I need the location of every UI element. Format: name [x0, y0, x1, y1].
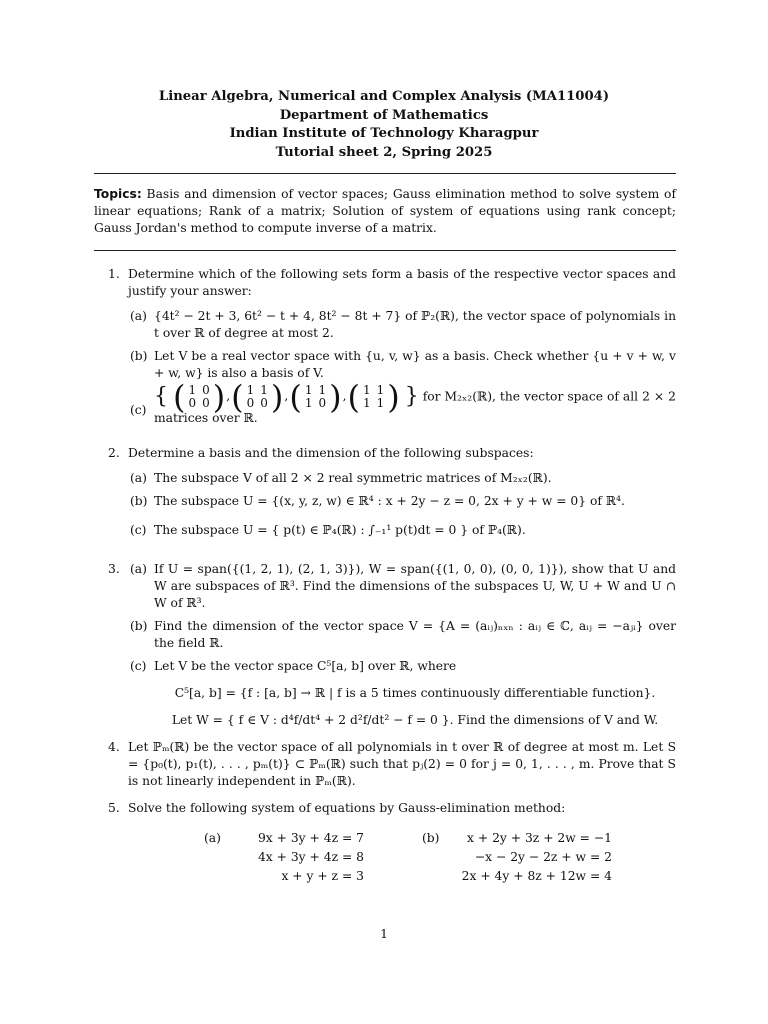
- display-equation: C⁵[a, b] = {f : [a, b] → ℝ | f is a 5 times continuously differentiable function}.: [174, 685, 656, 700]
- part-tail: for M₂ₓ₂(ℝ), the vector space of all 2 × 2 matrices over ℝ.: [154, 389, 676, 425]
- matrix: ( 1 0 0 0 ): [172, 377, 226, 416]
- q2-part-c: [130, 522, 676, 539]
- matrix-entry: 1: [246, 382, 255, 397]
- part-text: If U = span({(1, 2, 1), (2, 1, 3)}), W = span({(1, 0, 0), (0, 0, 1)}), show that U and W are subspaces of ℝ³. Find the dimensions of the subspaces U, W, U + W and U ∩ W of ℝ³.: [154, 562, 676, 610]
- part-label: (a): [130, 562, 147, 576]
- matrix-entry: 0: [246, 395, 255, 410]
- topics-block: [94, 186, 676, 237]
- question-1: [108, 266, 676, 427]
- part-label: (b): [130, 618, 148, 633]
- institute: Indian Institute of Technology Kharagpur: [229, 126, 539, 141]
- page-number: 1: [380, 927, 388, 941]
- q1-part-c: [130, 377, 676, 427]
- matrix-entry: 0: [318, 395, 327, 410]
- matrix-entry: 0: [188, 395, 197, 410]
- matrix-entry: 1: [304, 382, 313, 397]
- part-text: {4t² − 2t + 3, 6t² − t + 4, 8t² − 8t + 7} of ℙ₂(ℝ), the vector space of polynomials in t over ℝ of degree at most 2.: [154, 308, 676, 340]
- question-number: 3.: [108, 562, 120, 576]
- part-text: { ( 1 0 0 0 ),( 1 1 0 0 ),( 1 1 1 0 ),( 1 1 1 1 ) } for M₂ₓ₂(ℝ), the vector space of all 2 × 2 matrices over ℝ.: [154, 377, 676, 425]
- system-b: [422, 830, 612, 890]
- matrix-entry: 0: [202, 395, 210, 410]
- system-label: (a): [204, 831, 221, 845]
- bottom-rule: [94, 250, 676, 251]
- matrix: ( 1 1 1 1 ): [347, 377, 400, 416]
- sheet-title: Tutorial sheet 2, Spring 2025: [275, 144, 493, 160]
- matrix-entry: 1: [188, 382, 197, 397]
- equation: 2x + 4y + 8z + 12w = 4: [461, 869, 612, 883]
- equation: 4x + 3y + 4z = 8: [257, 850, 364, 864]
- q1-part-a: [130, 308, 676, 342]
- matrix-entry: 0: [202, 382, 210, 397]
- part-text: Let W = { f ∈ V : d⁴f/dt⁴ + 2 d²f/dt² − f = 0 }. Find the dimensions of V and W.: [171, 712, 659, 727]
- matrix: ( 1 1 0 0 ): [231, 377, 284, 416]
- question-text: Solve the following system of equations by Gauss-elimination method:: [128, 801, 566, 815]
- department: Department of Mathematics: [279, 107, 489, 123]
- part-label: (a): [130, 308, 147, 323]
- part-text: The subspace U = {(x, y, z, w) ∈ ℝ⁴ : x + 2y − z = 0, 2x + y + w = 0} of ℝ⁴.: [154, 493, 625, 508]
- part-label: (b): [130, 348, 148, 363]
- document-header: [0, 88, 768, 162]
- question-number: 5.: [108, 801, 120, 815]
- part-text: Let V be the vector space C⁵[a, b] over ℝ, where: [154, 658, 457, 673]
- equation: x + y + z = 3: [281, 869, 364, 883]
- matrix-entry: 1: [260, 382, 268, 397]
- question-4: [108, 739, 676, 790]
- topics-label: Topics:: [94, 187, 142, 201]
- question-text: Let ℙₘ(ℝ) be the vector space of all polynomials in t over ℝ of degree at most m. Let S = {p₀(t), p₁(t), . . . , pₘ(t)} ⊂ ℙₘ(ℝ) such that pⱼ(2) = 0 for j = 0, 1, . . . , m. Prove that S is not linearly independent in ℙₘ(ℝ).: [128, 740, 676, 788]
- question-number: 2.: [108, 446, 120, 460]
- question-number: 4.: [108, 740, 120, 754]
- question-text: Determine which of the following sets form a basis of the respective vector spaces and justify your answer:: [128, 267, 676, 298]
- part-text: Find the dimension of the vector space V = {A = (aᵢⱼ)ₙₓₙ : aᵢⱼ ∈ ℂ, aᵢⱼ = −aⱼᵢ} over the field ℝ.: [154, 618, 676, 650]
- matrix-entry: 1: [362, 382, 371, 397]
- question-2: [108, 445, 676, 539]
- matrix: ( 1 1 1 0 ): [289, 377, 342, 416]
- part-text: Let V be a real vector space with {u, v, w} as a basis. Check whether {u + v + w, v + w, w} is also a basis of V.: [154, 348, 676, 380]
- question-5: [108, 800, 676, 817]
- part-text: The subspace V of all 2 × 2 real symmetric matrices of M₂ₓ₂(ℝ).: [154, 470, 552, 485]
- part-label: (a): [130, 470, 147, 485]
- matrix-entry: 1: [318, 382, 327, 397]
- equation: −x − 2y − 2z + w = 2: [474, 850, 612, 864]
- q1-part-b: [130, 348, 676, 382]
- matrix-entry: 1: [362, 395, 371, 410]
- equation: 9x + 3y + 4z = 7: [257, 831, 364, 845]
- system-a: [204, 830, 384, 890]
- course-title: Linear Algebra, Numerical and Complex Analysis (MA11004): [158, 89, 610, 104]
- matrix-entry: 1: [304, 395, 313, 410]
- matrix-entry: 1: [376, 382, 385, 397]
- q3-part-c: [130, 658, 676, 729]
- part-label: (c): [130, 402, 147, 417]
- part-label: (c): [130, 658, 147, 673]
- question-text: Determine a basis and the dimension of the following subspaces:: [128, 446, 534, 460]
- q3-part-b: [130, 618, 676, 652]
- equation: x + 2y + 3z + 2w = −1: [467, 831, 612, 845]
- matrix-entry: 1: [376, 395, 385, 410]
- part-label: (c): [130, 522, 147, 537]
- matrix-entry: 0: [260, 395, 268, 410]
- q2-part-a: [130, 470, 676, 487]
- top-rule: [94, 173, 676, 174]
- q3-part-a: [130, 561, 676, 612]
- matrix-set: ( 1 0 0 0 ),( 1 1 0 0 ),( 1 1 1 0 ),( 1 1 1 1 ): [172, 377, 400, 416]
- question-3: [108, 561, 676, 729]
- system-label: (b): [422, 831, 440, 845]
- question-number: 1.: [108, 267, 120, 281]
- q2-part-b: [130, 493, 676, 510]
- part-label: (b): [130, 493, 148, 508]
- part-text: The subspace U = { p(t) ∈ ℙ₄(ℝ) : ∫₋₁¹ p(t)dt = 0 } of ℙ₄(ℝ).: [154, 522, 526, 537]
- topics-text: Basis and dimension of vector spaces; Gauss elimination method to solve system of linear equations; Rank of a matrix; Solution of system of equations using rank concept; Gauss Jordan's method to compute inverse of a matrix.: [94, 187, 677, 235]
